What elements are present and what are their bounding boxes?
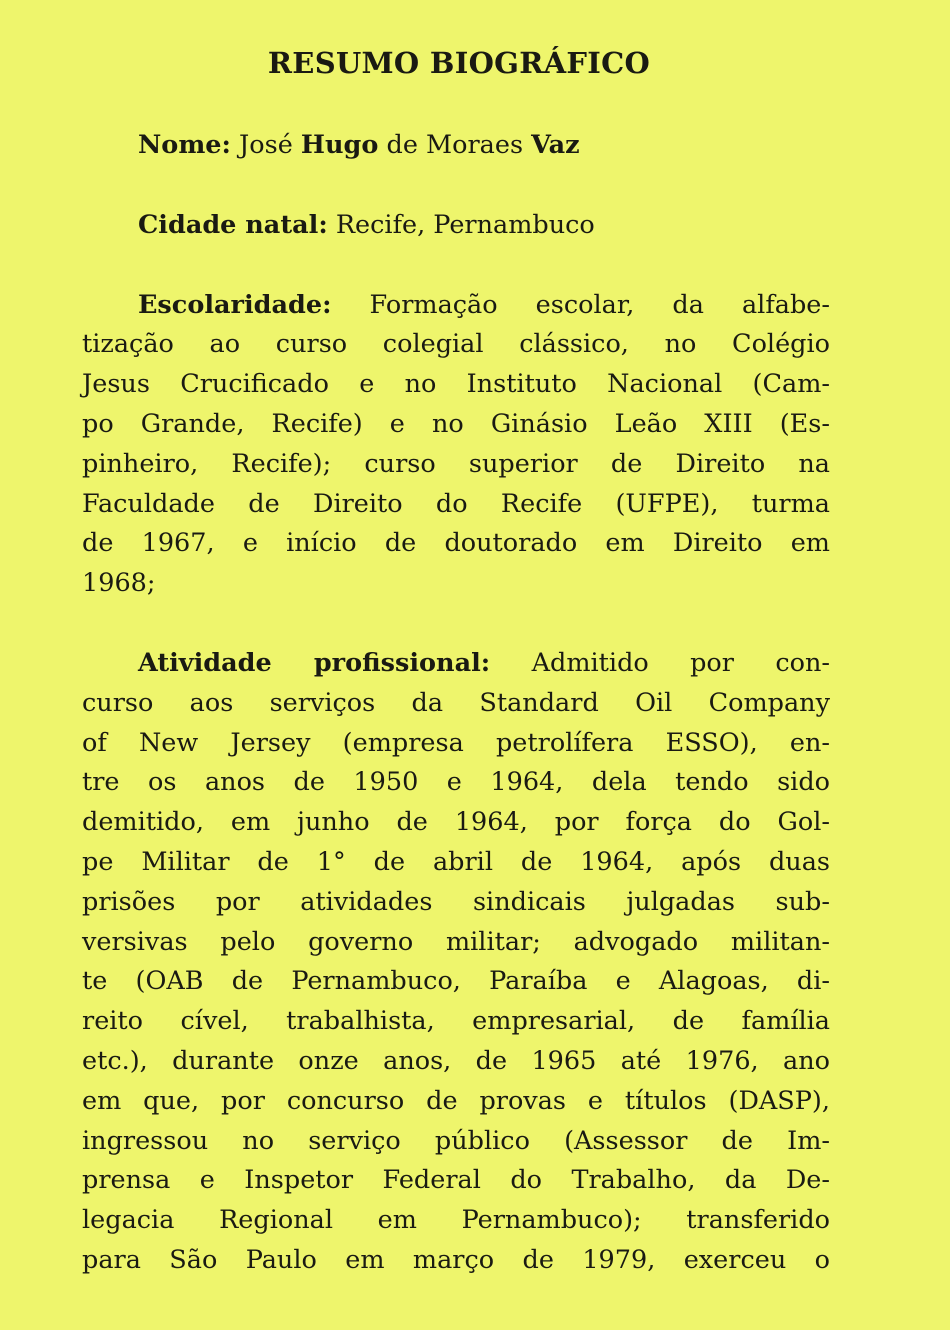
bold-text: Vaz <box>531 130 580 160</box>
text-line: para São Paulo em março de 1979, exerceu o <box>82 1244 830 1275</box>
text-line: versivas pelo governo militar; advogado militan- <box>82 926 830 957</box>
paragraph <box>82 286 830 604</box>
text-line: prensa e Inspetor Federal do Trabalho, da De- <box>82 1165 830 1196</box>
paragraph <box>82 126 830 166</box>
text-line: pe Militar de 1° de abril de 1964, após duas <box>82 846 830 877</box>
text: Formação escolar, da alfabe- <box>331 289 830 320</box>
text-line: de 1967, e início de doutorado em Direito em <box>82 528 830 559</box>
text-line: demitido, em junho de 1964, por força do Gol- <box>82 807 830 838</box>
document-title: RESUMO BIOGRÁFICO <box>267 46 651 80</box>
text-line: em que, por concurso de provas e títulos (DASP), <box>82 1085 830 1116</box>
paragraph <box>82 206 830 246</box>
text: José <box>230 130 301 160</box>
bold-text: Cidade natal: <box>138 209 328 240</box>
text-line: Faculdade de Direito do Recife (UFPE), turma <box>82 488 830 519</box>
document-body <box>82 126 830 1321</box>
text-line <box>82 286 830 326</box>
text: Admitido por con- <box>490 647 830 678</box>
text-line <box>82 206 830 246</box>
paragraph <box>82 644 830 1281</box>
text: Recife, Pernambuco <box>327 209 595 240</box>
text: de Moraes <box>378 130 532 160</box>
text-line: tização ao curso colegial clássico, no Colégio <box>82 329 830 360</box>
bold-text: Hugo <box>300 130 379 160</box>
text-line: of New Jersey (empresa petrolífera ESSO), en- <box>82 727 830 758</box>
text-line: pinheiro, Recife); curso superior de Direito na <box>82 448 830 479</box>
bold-text: Escolaridade: <box>138 289 332 320</box>
text-line: etc.), durante onze anos, de 1965 até 1976, ano <box>82 1045 830 1076</box>
text-line: curso aos serviços da Standard Oil Company <box>82 687 830 718</box>
bold-text: Atividade profissional: <box>138 647 491 678</box>
text-line: reito cível, trabalhista, empresarial, de família <box>82 1006 830 1037</box>
text-line: po Grande, Recife) e no Ginásio Leão XIII (Es- <box>82 408 830 439</box>
text-line: legacia Regional em Pernambuco); transferido <box>82 1205 830 1236</box>
text-line <box>82 644 830 684</box>
text-line: prisões por atividades sindicais julgadas sub- <box>82 886 830 917</box>
text-line: te (OAB de Pernambuco, Paraíba e Alagoas, di- <box>82 966 830 997</box>
text-line <box>82 126 830 166</box>
bold-text: Nome: <box>138 130 231 160</box>
text-line: ingressou no serviço público (Assessor de Im- <box>82 1125 830 1156</box>
text-line: Jesus Crucificado e no Instituto Nacional (Cam- <box>82 369 830 400</box>
text-line: 1968; <box>82 568 156 599</box>
text-line: tre os anos de 1950 e 1964, dela tendo sido <box>82 767 830 798</box>
